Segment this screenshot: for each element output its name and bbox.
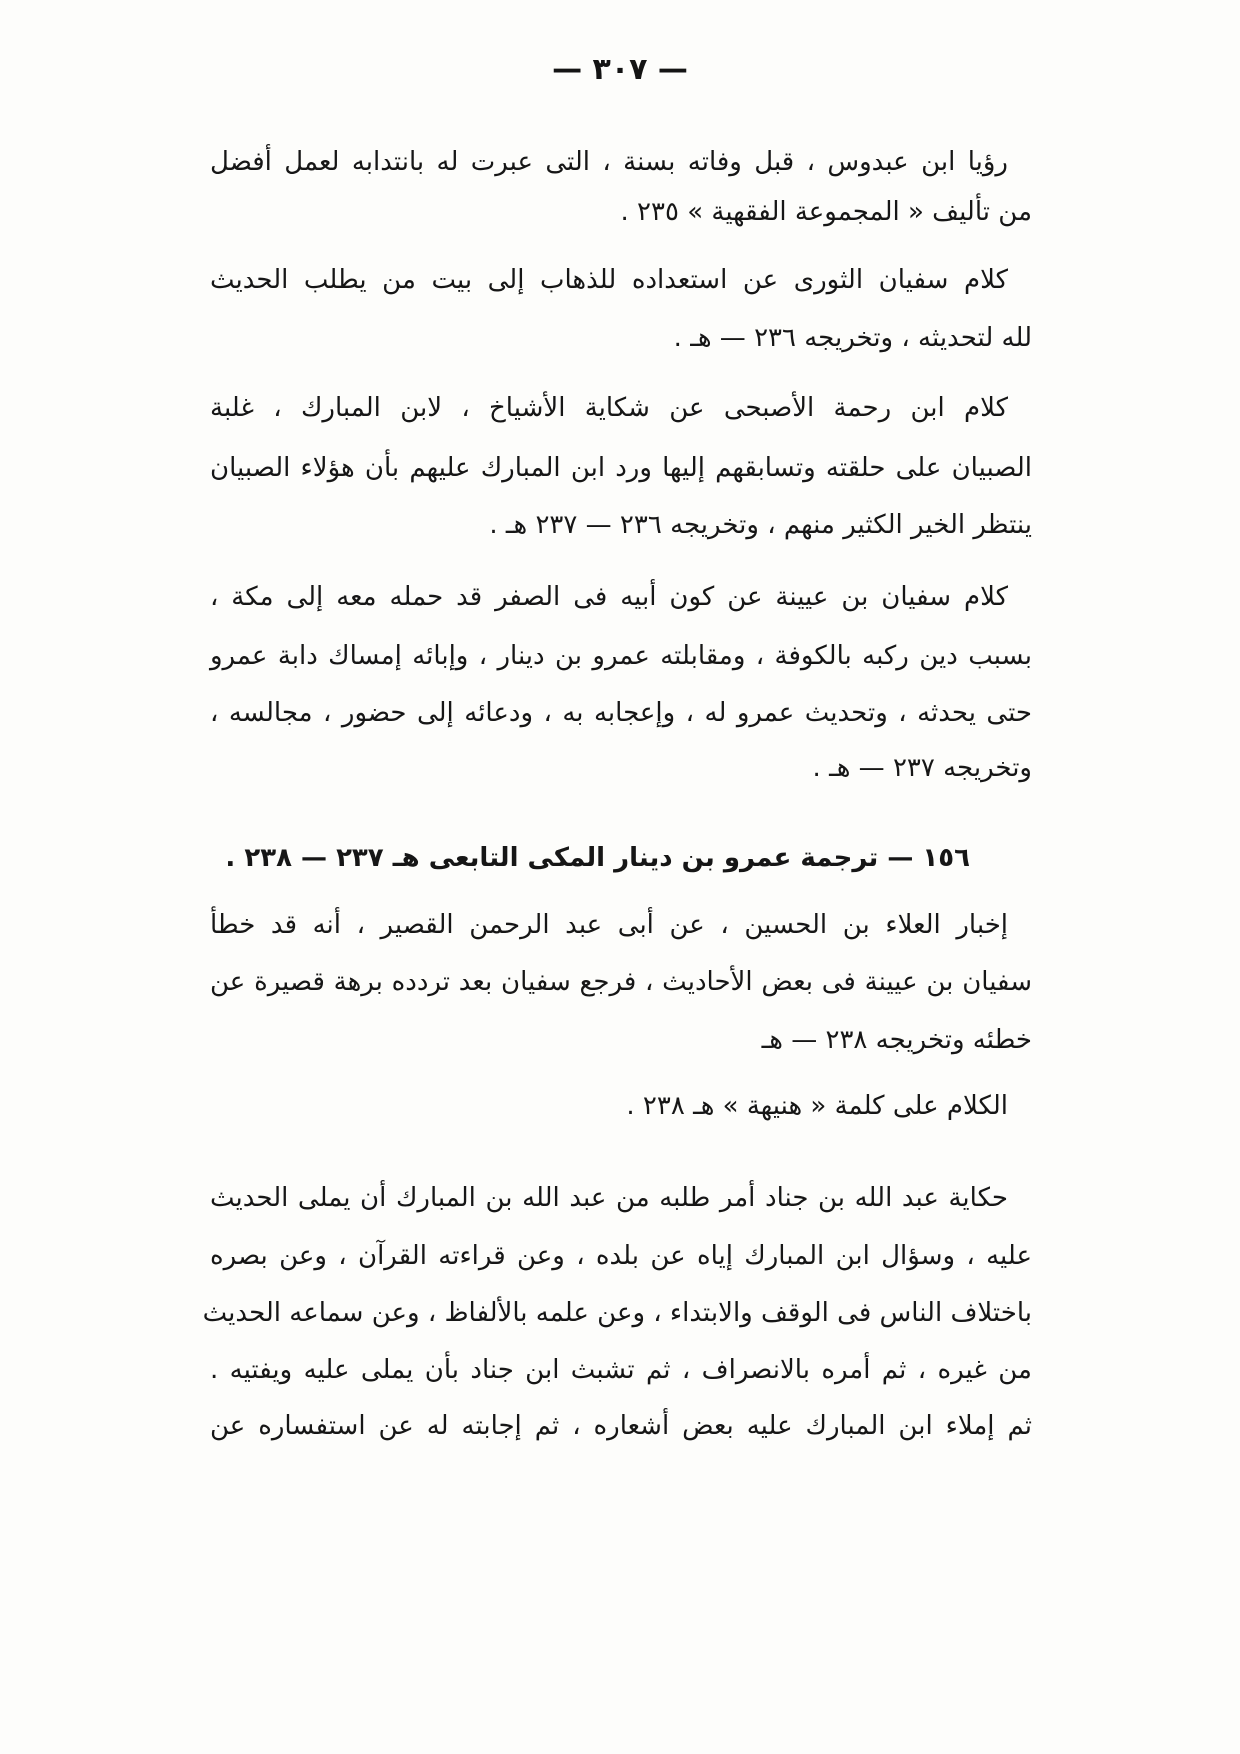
text-line: وتخريجه ٢٣٧ — هـ .: [812, 753, 1032, 783]
text-line: حتى يحدثه ، وتحديث عمرو له ، وإعجابه به ، ودعائه إلى حضور ، مجالسه ،: [210, 698, 1032, 728]
text-line: خطئه وتخريجه ٢٣٨ — هـ: [761, 1025, 1032, 1055]
text-line: سفيان بن عيينة فى بعض الأحاديث ، فرجع سفيان بعد تردده برهة قصيرة عن: [210, 967, 1032, 997]
page-number: — ٣٠٧ —: [552, 52, 688, 87]
text-line: من تأليف « المجموعة الفقهية » ٢٣٥ .: [620, 197, 1032, 227]
text-line: رؤيا ابن عبدوس ، قبل وفاته بسنة ، التى عبرت له بانتدابه لعمل أفضل: [210, 147, 1008, 177]
text-line: حكاية عبد الله بن جناد أمر طلبه من عبد الله بن المبارك أن يملى الحديث: [210, 1183, 1008, 1213]
text-line: من غيره ، ثم أمره بالانصراف ، ثم تشبث ابن جناد بأن يملى عليه ويفتيه .: [210, 1355, 1032, 1385]
text-line: بسبب دين ركبه بالكوفة ، ومقابلته عمرو بن دينار ، وإبائه إمساك دابة عمرو: [210, 641, 1032, 671]
text-line: كلام سفيان الثورى عن استعداده للذهاب إلى بيت من يطلب الحديث: [210, 265, 1008, 295]
section-heading: ١٥٦ — ترجمة عمرو بن دينار المكى التابعى هـ ٢٣٧ — ٢٣٨ .: [225, 843, 970, 873]
text-line: إخبار العلاء بن الحسين ، عن أبى عبد الرحمن القصير ، أنه قد خطأ: [210, 910, 1008, 940]
text-line: ينتظر الخير الكثير منهم ، وتخريجه ٢٣٦ — ٢٣٧ هـ .: [489, 510, 1032, 540]
text-line: عليه ، وسؤال ابن المبارك إياه عن بلده ، وعن قراءته القرآن ، وعن بصره: [210, 1241, 1032, 1271]
text-line: ثم إملاء ابن المبارك عليه بعض أشعاره ، ثم إجابته له عن استفساره عن: [210, 1411, 1032, 1441]
text-line: كلام سفيان بن عيينة عن كون أبيه فى الصفر قد حمله معه إلى مكة ،: [210, 582, 1008, 612]
text-line: باختلاف الناس فى الوقف والابتداء ، وعن علمه بالألفاظ ، وعن سماعه الحديث: [202, 1298, 1032, 1328]
text-line: الكلام على كلمة « هنيهة » هـ ٢٣٨ .: [626, 1091, 1008, 1121]
text-line: الصبيان على حلقته وتسابقهم إليها ورد ابن المبارك عليهم بأن هؤلاء الصبيان: [210, 453, 1032, 483]
text-line: لله لتحديثه ، وتخريجه ٢٣٦ — هـ .: [673, 323, 1032, 353]
text-line: كلام ابن رحمة الأصبحى عن شكاية الأشياخ ، لابن المبارك ، غلبة: [210, 393, 1008, 423]
